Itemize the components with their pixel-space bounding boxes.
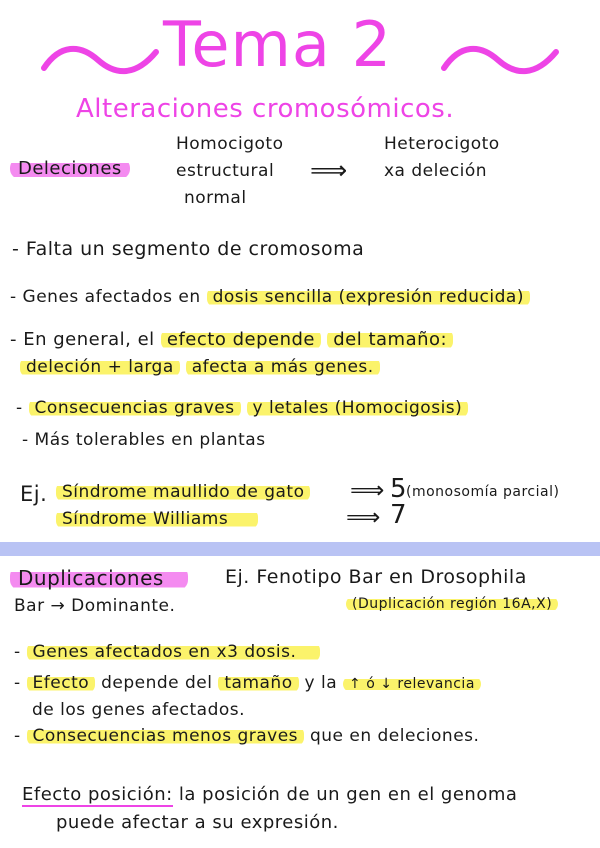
deleciones-heading-text: Deleciones [10,158,130,179]
del-bullet-4-highlight: Consecuencias graves [29,398,241,418]
del-example-1-name: Síndrome maullido de gato [56,482,310,502]
efecto-posicion [22,784,517,805]
deleciones-heading [10,158,130,179]
dup-bullet-2-dash: - [14,673,21,693]
dup-bullet-3-dash: - [14,726,21,746]
right-wave-decoration [440,40,560,80]
del-bullet-2-text: - Genes afectados en [10,287,201,307]
del-example-1-note: (monosomía parcial) [406,484,560,500]
left-wave-decoration [40,40,160,80]
del-bullet-3-line2-rest: afecta a más genes. [186,357,380,377]
dup-bullet-2-line2: de los genes afectados. [32,700,246,720]
homocigoto-line3: normal [184,188,247,208]
del-bullet-3-highlight-2: del tamaño: [327,329,453,350]
del-bullet-4-dash: - [16,398,23,418]
del-bullet-2-highlight: dosis sencilla (expresión reducida) [207,287,530,307]
duplicaciones-note [346,596,558,612]
del-example-2-number: 7 [390,500,408,530]
homocigoto-line2: estructural [176,161,275,181]
del-bullet-3 [10,329,453,350]
dup-bullet-2-mid2: y la [304,673,338,693]
efecto-posicion-line2: puede afectar a su expresión. [56,812,339,833]
del-example-1-arrow: ⟹ [350,476,385,504]
duplicaciones-bar-line: Bar → Dominante. [14,596,176,616]
dup-bullet-1-dash: - [14,642,21,662]
del-example-2-arrow: ⟹ [346,503,381,531]
homocigoto-line1: Homocigoto [176,134,284,154]
del-bullet-4 [16,398,468,418]
del-example-label: Ej. [20,482,48,506]
del-bullet-2 [10,287,530,307]
dup-bullet-1 [14,642,320,662]
dup-bullet-3 [14,726,479,746]
section-divider [0,542,600,556]
dup-bullet-2-highlight-3: ↑ ó ↓ relevancia [343,676,481,692]
efecto-posicion-label: Efecto posición: [22,784,173,805]
del-bullet-4-rest: y letales (Homocigosis) [247,398,469,418]
heterocigoto-line1: Heterocigoto [384,134,500,154]
duplicaciones-example: Ej. Fenotipo Bar en Drosophila [225,566,527,588]
del-bullet-3-line2 [20,357,380,377]
duplicaciones-heading [10,566,188,590]
duplicaciones-heading-text: Duplicaciones [10,566,188,590]
deleciones-arrow: ⟹ [310,156,348,186]
dup-bullet-3-rest: que en deleciones. [309,726,480,746]
del-bullet-1: - Falta un segmento de cromosoma [12,238,365,260]
del-example-1 [56,482,310,502]
del-bullet-5: - Más tolerables en plantas [22,430,266,450]
efecto-posicion-line1: la posición de un gen en el genoma [178,784,518,805]
dup-bullet-2-highlight-1: Efecto [27,673,96,693]
dup-bullet-1-highlight: Genes afectados en x3 dosis. [27,642,321,662]
del-bullet-3-line2-highlight: deleción + larga [20,357,180,377]
del-example-2-name: Síndrome Williams [56,509,258,529]
heterocigoto-line2: xa deleción [384,161,488,181]
dup-bullet-3-highlight: Consecuencias menos graves [27,726,305,746]
del-bullet-3-text: - En general, el [10,329,155,350]
dup-bullet-2-mid: depende del [101,673,213,693]
dup-bullet-2-highlight-2: tamaño [218,673,298,693]
dup-bullet-2 [14,673,481,693]
del-bullet-3-highlight-1: efecto depende [161,329,321,350]
page-subtitle: Alteraciones cromosómicos. [76,94,455,124]
del-example-1-number: 5 [390,474,408,504]
page-title: Tema 2 [163,8,393,81]
duplicaciones-note-text: (Duplicación región 16A,X) [346,596,558,612]
del-example-2 [56,509,258,529]
